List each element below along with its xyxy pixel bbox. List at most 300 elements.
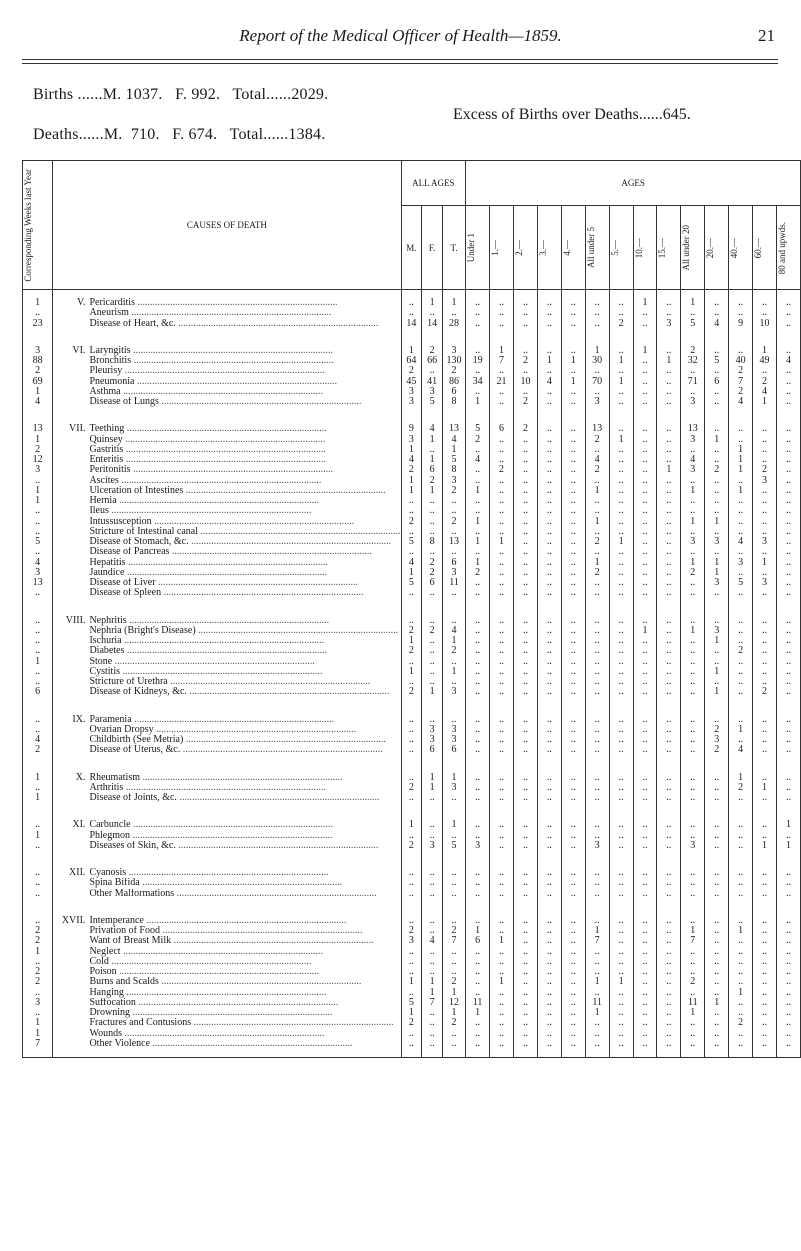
table-row — [23, 366, 801, 376]
value-cell: .. — [681, 783, 705, 793]
weeks-last-year: 23 — [23, 319, 53, 329]
value-cell: .. — [681, 616, 705, 626]
table-head — [23, 161, 801, 290]
value-cell: 5 — [442, 455, 465, 465]
value-cell: .. — [490, 667, 514, 677]
value-cell: 1 — [422, 687, 443, 697]
value-cell: 4 — [466, 455, 490, 465]
value-cell: 1 — [401, 636, 422, 646]
value-cell: .. — [753, 527, 777, 537]
value-cell: .. — [633, 435, 657, 445]
value-cell: 3 — [705, 578, 729, 588]
ages-header: AGES — [466, 161, 801, 206]
indent-cell — [53, 356, 62, 366]
table-row — [23, 568, 801, 578]
indent-cell — [53, 878, 62, 888]
value-cell: .. — [537, 397, 561, 407]
value-cell: 6 — [442, 745, 465, 755]
value-cell: .. — [776, 967, 800, 977]
section-numeral — [62, 677, 89, 687]
value-cell: 1 — [401, 820, 422, 830]
value-cell: 19 — [466, 356, 490, 366]
value-cell: .. — [633, 916, 657, 926]
value-cell: .. — [753, 588, 777, 598]
value-cell: 3 — [422, 841, 443, 851]
indent-cell — [53, 476, 62, 486]
value-cell: .. — [633, 957, 657, 967]
value-cell: 2 — [422, 626, 443, 636]
value-cell: .. — [633, 677, 657, 687]
weeks-last-year: .. — [23, 588, 53, 598]
value-cell: .. — [442, 967, 465, 977]
value-cell: .. — [585, 626, 609, 636]
weeks-last-year: 2 — [23, 936, 53, 946]
section-numeral — [62, 957, 89, 967]
value-cell: .. — [633, 445, 657, 455]
value-cell: .. — [513, 465, 537, 475]
value-cell: .. — [585, 387, 609, 397]
value-cell: .. — [657, 377, 681, 387]
value-cell: 2 — [422, 346, 443, 356]
value-cell: .. — [490, 626, 514, 636]
value-cell: .. — [633, 820, 657, 830]
value-cell: .. — [490, 445, 514, 455]
value-cell: .. — [633, 936, 657, 946]
value-cell: .. — [633, 783, 657, 793]
weeks-last-year: 12 — [23, 455, 53, 465]
value-cell: .. — [753, 889, 777, 899]
value-cell: .. — [585, 988, 609, 998]
cause-of-death: Aneurism ................................................................................ — [88, 308, 401, 318]
value-cell: .. — [422, 636, 443, 646]
section-numeral — [62, 319, 89, 329]
value-cell: .. — [729, 687, 753, 697]
value-cell: .. — [513, 715, 537, 725]
value-cell: .. — [585, 820, 609, 830]
leader-dots: ................................................................................ — [130, 1008, 333, 1018]
value-cell: 4 — [422, 936, 443, 946]
value-cell: .. — [633, 878, 657, 888]
value-cell: .. — [609, 926, 633, 936]
table-row — [23, 657, 801, 667]
value-cell: .. — [657, 820, 681, 830]
value-cell: .. — [705, 424, 729, 434]
value-cell: .. — [561, 1008, 585, 1018]
value-cell: 1 — [466, 537, 490, 547]
value-cell: 4 — [681, 455, 705, 465]
value-cell: .. — [490, 967, 514, 977]
value-cell: 2 — [585, 568, 609, 578]
age-col-9: All under 20 — [681, 206, 705, 290]
value-cell: .. — [657, 1018, 681, 1028]
value-cell: 10 — [513, 377, 537, 387]
indent-cell — [53, 998, 62, 1008]
value-cell: 4 — [442, 626, 465, 636]
value-cell: .. — [513, 889, 537, 899]
value-cell: .. — [633, 646, 657, 656]
value-cell: .. — [681, 646, 705, 656]
value-cell: .. — [753, 366, 777, 376]
weeks-last-year: .. — [23, 1008, 53, 1018]
value-cell: 3 — [442, 476, 465, 486]
value-cell: 6 — [490, 424, 514, 434]
leader-dots: ................................................................................ — [112, 656, 315, 667]
value-cell: .. — [490, 496, 514, 506]
value-cell: .. — [513, 725, 537, 735]
indent-cell — [53, 626, 62, 636]
value-cell: .. — [681, 588, 705, 598]
leader-dots: ................................................................................ — [123, 455, 326, 465]
table-row — [23, 445, 801, 455]
value-cell: .. — [585, 1018, 609, 1028]
value-cell: .. — [657, 926, 681, 936]
value-cell: .. — [753, 820, 777, 830]
value-cell: .. — [633, 1039, 657, 1049]
value-cell: .. — [776, 1039, 800, 1049]
value-cell: 1 — [705, 636, 729, 646]
value-cell: .. — [609, 308, 633, 318]
leader-dots: ................................................................................ — [124, 567, 327, 578]
value-cell: .. — [466, 773, 490, 783]
value-cell: .. — [657, 486, 681, 496]
value-cell: .. — [466, 387, 490, 397]
value-cell: .. — [401, 298, 422, 308]
indent-cell — [53, 455, 62, 465]
value-cell: 1 — [490, 537, 514, 547]
age-col-13: 80 and upwds. — [776, 206, 800, 290]
value-cell: .. — [537, 308, 561, 318]
leader-dots: ................................................................................ — [116, 967, 320, 977]
cause-of-death: Ileus ................................................................................ — [88, 506, 401, 516]
value-cell: 2 — [705, 465, 729, 475]
indent-cell — [53, 537, 62, 547]
section-numeral: VII. — [69, 424, 86, 435]
cause-of-death: Laryngitis ................................................................................ — [88, 346, 401, 356]
indent-cell — [53, 308, 62, 318]
value-cell: .. — [657, 977, 681, 987]
value-cell: .. — [442, 916, 465, 926]
indent-cell — [53, 687, 62, 697]
value-cell: .. — [513, 773, 537, 783]
value-cell: .. — [490, 947, 514, 957]
value-cell: 9 — [401, 424, 422, 434]
value-cell: .. — [561, 715, 585, 725]
weeks-last-year: 3 — [23, 465, 53, 475]
table-row — [23, 735, 801, 745]
cause-of-death: Intemperance ................................................................................ — [88, 916, 401, 926]
value-cell: .. — [657, 558, 681, 568]
value-cell: .. — [422, 308, 443, 318]
value-cell: .. — [657, 346, 681, 356]
section-numeral: V. — [77, 298, 86, 308]
table-row — [23, 687, 801, 697]
value-cell: 2 — [729, 1018, 753, 1028]
value-cell: .. — [609, 1008, 633, 1018]
leader-dots: ................................................................................ — [108, 506, 312, 517]
value-cell: 41 — [422, 377, 443, 387]
leader-dots: ................................................................................ — [158, 977, 362, 988]
leader-dots: ................................................................................ — [116, 496, 320, 506]
value-cell: .. — [442, 677, 465, 687]
section-numeral: XII. — [69, 868, 86, 878]
value-cell: .. — [513, 537, 537, 547]
table-row — [23, 1029, 801, 1039]
indent-cell — [53, 465, 62, 475]
value-cell: .. — [490, 397, 514, 407]
value-cell: .. — [401, 496, 422, 506]
table-row — [23, 1008, 801, 1018]
spacer-row — [23, 698, 801, 715]
value-cell: .. — [561, 588, 585, 598]
value-cell: .. — [401, 957, 422, 967]
value-cell: .. — [537, 977, 561, 987]
leader-dots: ................................................................................ — [131, 356, 334, 366]
value-cell: 66 — [422, 356, 443, 366]
value-cell: 1 — [705, 568, 729, 578]
value-cell: 11 — [442, 578, 465, 588]
value-cell: .. — [633, 831, 657, 841]
value-cell: .. — [422, 517, 443, 527]
value-cell: .. — [657, 783, 681, 793]
value-cell: 3 — [442, 346, 465, 356]
value-cell: .. — [537, 527, 561, 537]
value-cell: .. — [633, 424, 657, 434]
value-cell: 3 — [422, 735, 443, 745]
deaths-line: Deaths......M. 710. F. 674. Total......1384. — [33, 126, 326, 143]
table-row — [23, 496, 801, 506]
value-cell: .. — [729, 715, 753, 725]
section-numeral — [62, 377, 89, 387]
value-cell: .. — [609, 465, 633, 475]
value-cell: .. — [490, 988, 514, 998]
section-numeral — [62, 506, 89, 516]
value-cell: .. — [633, 486, 657, 496]
value-cell: .. — [490, 889, 514, 899]
value-cell: .. — [537, 889, 561, 899]
value-cell: .. — [561, 1018, 585, 1028]
value-cell: .. — [513, 667, 537, 677]
value-cell: .. — [585, 1029, 609, 1039]
value-cell: .. — [537, 715, 561, 725]
cause-of-death: Disease of Kidneys, &c. ................................................................................ — [88, 687, 401, 697]
value-cell: 1 — [585, 1008, 609, 1018]
indent-cell — [53, 387, 62, 397]
section-numeral — [62, 527, 89, 537]
age-col-1: 1.— — [490, 206, 514, 290]
value-cell: .. — [705, 977, 729, 987]
weeks-last-year: 88 — [23, 356, 53, 366]
value-cell: .. — [776, 558, 800, 568]
section-numeral — [62, 578, 89, 588]
value-cell: 5 — [401, 578, 422, 588]
value-cell: .. — [776, 687, 800, 697]
value-cell: .. — [633, 356, 657, 366]
value-cell: .. — [609, 1029, 633, 1039]
value-cell: 3 — [681, 397, 705, 407]
spacer-row — [23, 803, 801, 820]
cause-of-death: Asthma ................................................................................ — [88, 387, 401, 397]
value-cell: .. — [657, 616, 681, 626]
report-title: Report of the Medical Officer of Health—1859. — [239, 26, 562, 45]
indent-cell — [53, 715, 62, 725]
value-cell: .. — [537, 957, 561, 967]
value-cell: .. — [609, 889, 633, 899]
table-row — [23, 745, 801, 755]
value-cell: .. — [633, 527, 657, 537]
section-numeral — [62, 636, 89, 646]
value-cell: .. — [561, 831, 585, 841]
value-cell: .. — [513, 445, 537, 455]
value-cell: .. — [657, 916, 681, 926]
indent-cell — [53, 366, 62, 376]
indent-cell — [53, 486, 62, 496]
weeks-last-year: 13 — [23, 578, 53, 588]
value-cell: .. — [561, 936, 585, 946]
table-row — [23, 319, 801, 329]
value-cell: .. — [561, 397, 585, 407]
value-cell: .. — [776, 947, 800, 957]
value-cell: .. — [681, 527, 705, 537]
value-cell: .. — [561, 1029, 585, 1039]
leader-dots: ................................................................................ — [122, 366, 325, 377]
value-cell: .. — [657, 889, 681, 899]
value-cell: .. — [561, 745, 585, 755]
value-cell: 1 — [729, 773, 753, 783]
cause-of-death: Ascites ................................................................................ — [88, 476, 401, 486]
cause-of-death: Disease of Liver ................................................................................ — [88, 578, 401, 588]
cause-of-death: Poison ................................................................................ — [88, 967, 401, 977]
weeks-last-year: .. — [23, 646, 53, 656]
value-cell: .. — [657, 687, 681, 697]
value-cell: .. — [705, 878, 729, 888]
value-cell: .. — [513, 677, 537, 687]
value-cell: .. — [490, 1029, 514, 1039]
value-cell: .. — [537, 1008, 561, 1018]
weeks-header: Corresponding Weeks last Year — [23, 161, 53, 290]
value-cell: .. — [776, 588, 800, 598]
weeks-last-year: .. — [23, 889, 53, 899]
cause-of-death: Other Malformations ................................................................................ — [88, 889, 401, 899]
value-cell: .. — [776, 735, 800, 745]
weeks-last-year: .. — [23, 677, 53, 687]
cause-of-death: Enteritis ................................................................................ — [88, 455, 401, 465]
value-cell: .. — [466, 820, 490, 830]
section-numeral — [62, 947, 89, 957]
table-row — [23, 715, 801, 725]
section-numeral — [62, 936, 89, 946]
value-cell: .. — [537, 568, 561, 578]
indent-cell — [53, 616, 62, 626]
value-cell: .. — [537, 424, 561, 434]
value-cell: .. — [681, 735, 705, 745]
leader-dots: ................................................................................ — [135, 997, 339, 1008]
value-cell: .. — [681, 387, 705, 397]
value-cell: .. — [537, 319, 561, 329]
value-cell: .. — [681, 657, 705, 667]
value-cell: 1 — [401, 568, 422, 578]
value-cell: 5 — [729, 578, 753, 588]
value-cell: .. — [537, 988, 561, 998]
value-cell: .. — [657, 841, 681, 851]
value-cell: 1 — [633, 298, 657, 308]
table-body — [23, 290, 801, 1058]
value-cell: .. — [466, 889, 490, 899]
value-cell: .. — [705, 868, 729, 878]
value-cell: .. — [466, 626, 490, 636]
value-cell: .. — [561, 988, 585, 998]
section-numeral — [62, 366, 89, 376]
value-cell: 5 — [681, 319, 705, 329]
value-cell: .. — [561, 496, 585, 506]
value-cell: .. — [776, 715, 800, 725]
value-cell: 3 — [401, 387, 422, 397]
weeks-last-year: 4 — [23, 735, 53, 745]
value-cell: .. — [442, 547, 465, 557]
value-cell: .. — [609, 387, 633, 397]
leader-dots: ................................................................................ — [174, 888, 377, 899]
value-cell: 2 — [401, 687, 422, 697]
value-cell: 8 — [422, 537, 443, 547]
value-cell: 3 — [705, 537, 729, 547]
value-cell: .. — [609, 397, 633, 407]
indent-cell — [53, 667, 62, 677]
leader-dots: ................................................................................ — [195, 625, 399, 636]
value-cell: .. — [561, 725, 585, 735]
value-cell: .. — [776, 387, 800, 397]
value-cell: .. — [422, 588, 443, 598]
value-cell: .. — [609, 1039, 633, 1049]
value-cell: 2 — [401, 517, 422, 527]
value-cell: .. — [513, 1018, 537, 1028]
value-cell: .. — [609, 725, 633, 735]
indent-cell — [53, 547, 62, 557]
value-cell: .. — [585, 773, 609, 783]
value-cell: .. — [729, 947, 753, 957]
value-cell: .. — [561, 626, 585, 636]
leader-dots: ................................................................................ — [125, 557, 329, 568]
value-cell: 4 — [585, 455, 609, 465]
value-cell: .. — [657, 878, 681, 888]
value-cell: 70 — [585, 377, 609, 387]
value-cell: .. — [442, 527, 465, 537]
value-cell: .. — [561, 465, 585, 475]
cause-of-death: Pleurisy ................................................................................ — [88, 366, 401, 376]
value-cell: .. — [401, 1029, 422, 1039]
value-cell: .. — [776, 455, 800, 465]
table-row — [23, 578, 801, 588]
value-cell: .. — [609, 616, 633, 626]
value-cell: .. — [609, 947, 633, 957]
value-cell: .. — [537, 588, 561, 598]
value-cell: .. — [776, 517, 800, 527]
value-cell: .. — [513, 878, 537, 888]
value-cell: .. — [561, 435, 585, 445]
value-cell: .. — [513, 517, 537, 527]
value-cell: 40 — [729, 356, 753, 366]
cause-of-death: Hepatitis ................................................................................ — [88, 558, 401, 568]
value-cell: .. — [753, 455, 777, 465]
cause-of-death: Disease of Stomach, &c. ................................................................................ — [88, 537, 401, 547]
value-cell: 1 — [466, 397, 490, 407]
cause-of-death: Childbirth (See Metria) ................................................................................ — [88, 735, 401, 745]
value-cell: .. — [753, 957, 777, 967]
value-cell: 3 — [681, 465, 705, 475]
section-numeral — [62, 889, 89, 899]
weeks-last-year: .. — [23, 667, 53, 677]
value-cell: .. — [657, 366, 681, 376]
weeks-last-year: 1 — [23, 486, 53, 496]
table-row — [23, 537, 801, 547]
